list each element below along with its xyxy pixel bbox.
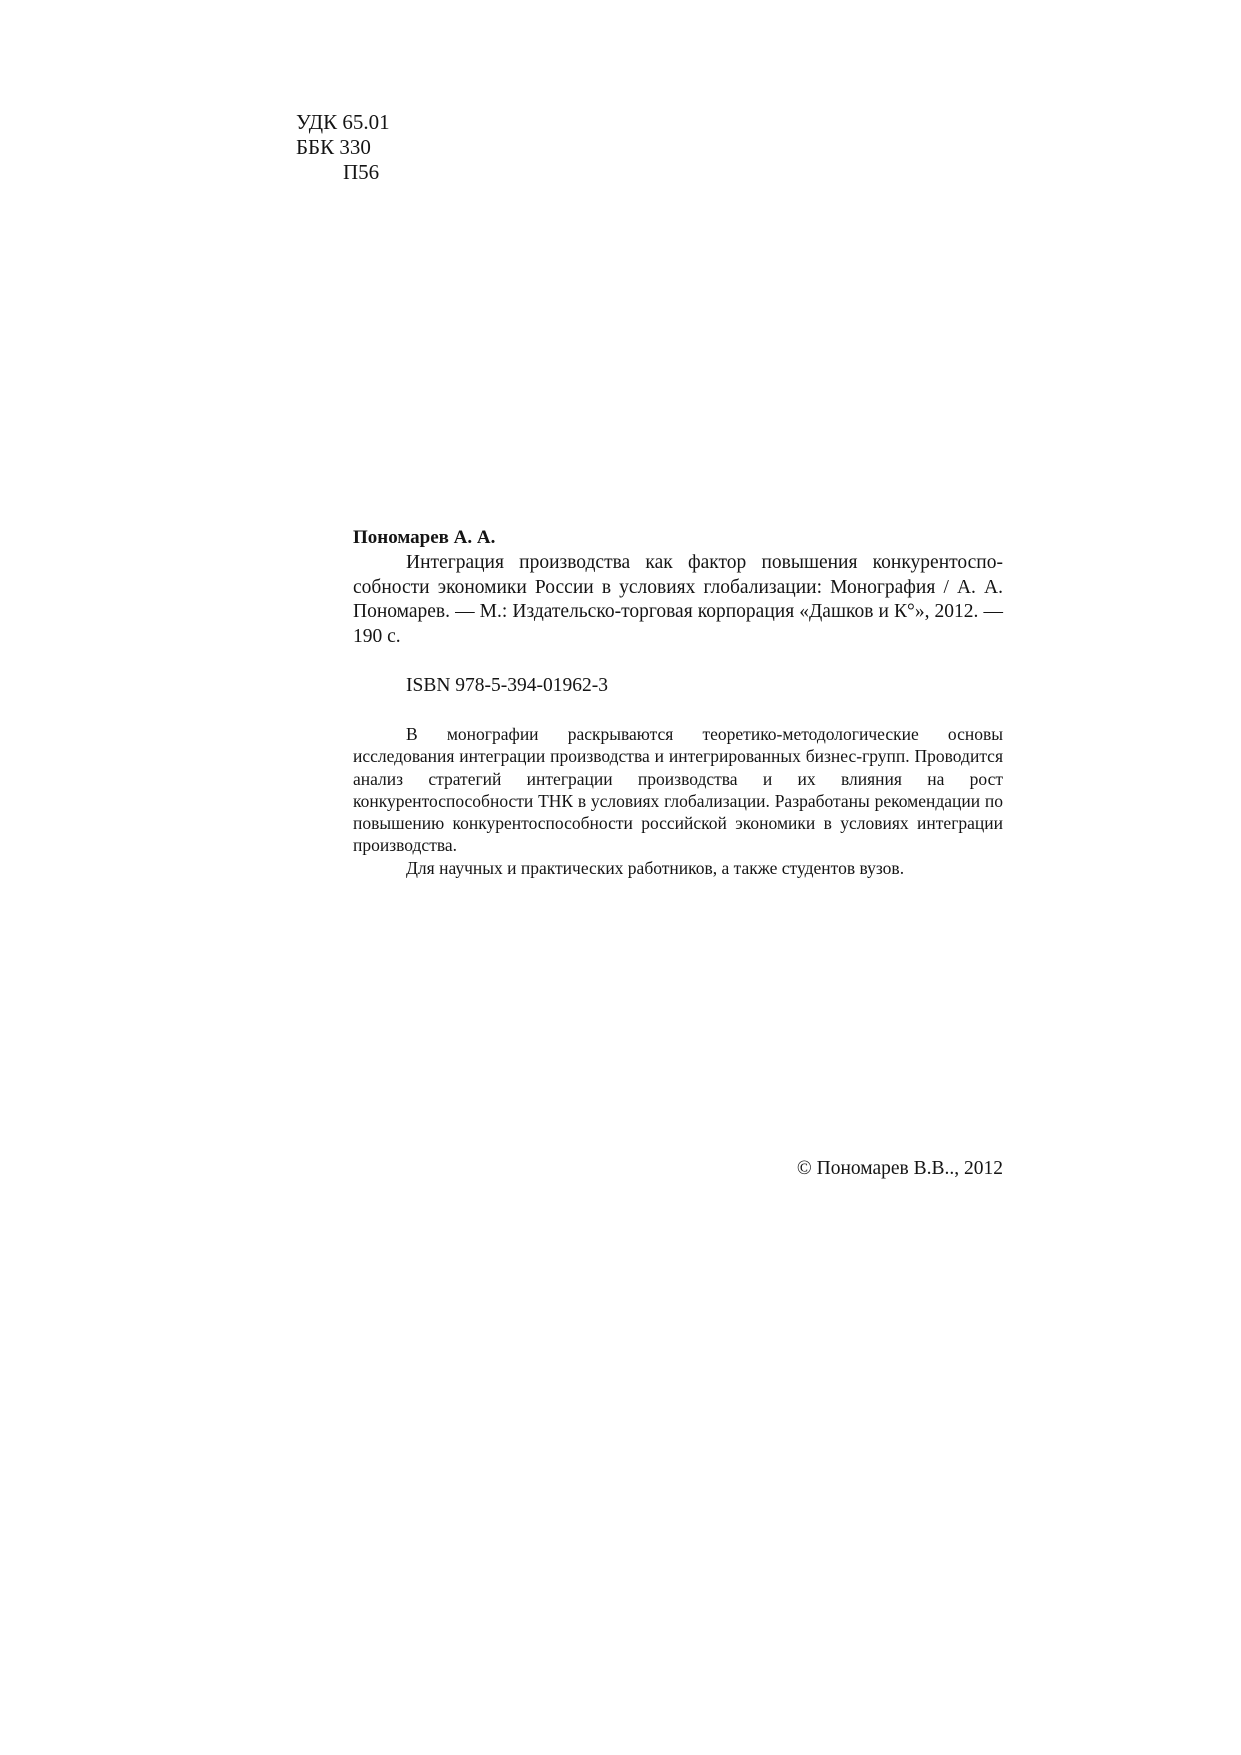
audience-note: Для научных и практических работников, а также студентов вузов. — [406, 857, 905, 878]
copyright-notice: © Пономарев В.В.., 2012 — [796, 1158, 1003, 1179]
isbn: ISBN 978-5-394-01962-3 — [406, 675, 609, 696]
abstract-paragraph: В монографии раскрываются теоретико-методологические основы исследования интеграции производства и интегрированных бизнес-групп. Проводится анализ стратегий интеграции производства и их влияния на рост конкурентоспособности ТНК в условиях глобализации. Разработаны рекомендации по повышению конкурентоспособности российской экономики в условиях интеграции производства. — [353, 724, 1003, 856]
bibliographic-record — [353, 524, 1003, 879]
udk-code: УДК 65.01 — [296, 110, 390, 134]
bbk-code: ББК 330 — [296, 135, 371, 159]
abstract — [353, 723, 1003, 879]
author-name: Пономарев А. А. — [353, 527, 496, 548]
author-mark: П56 — [343, 160, 380, 184]
classification-codes — [296, 110, 390, 185]
bibliographic-description: Интеграция производства как фактор повышения конкурентоспособности экономики России в условиях глобализации: Монография / А. А. Пономарев. — М.: Издательско-торговая корпорация «Дашков и К°», 2012. — 190 с. — [353, 552, 1003, 647]
